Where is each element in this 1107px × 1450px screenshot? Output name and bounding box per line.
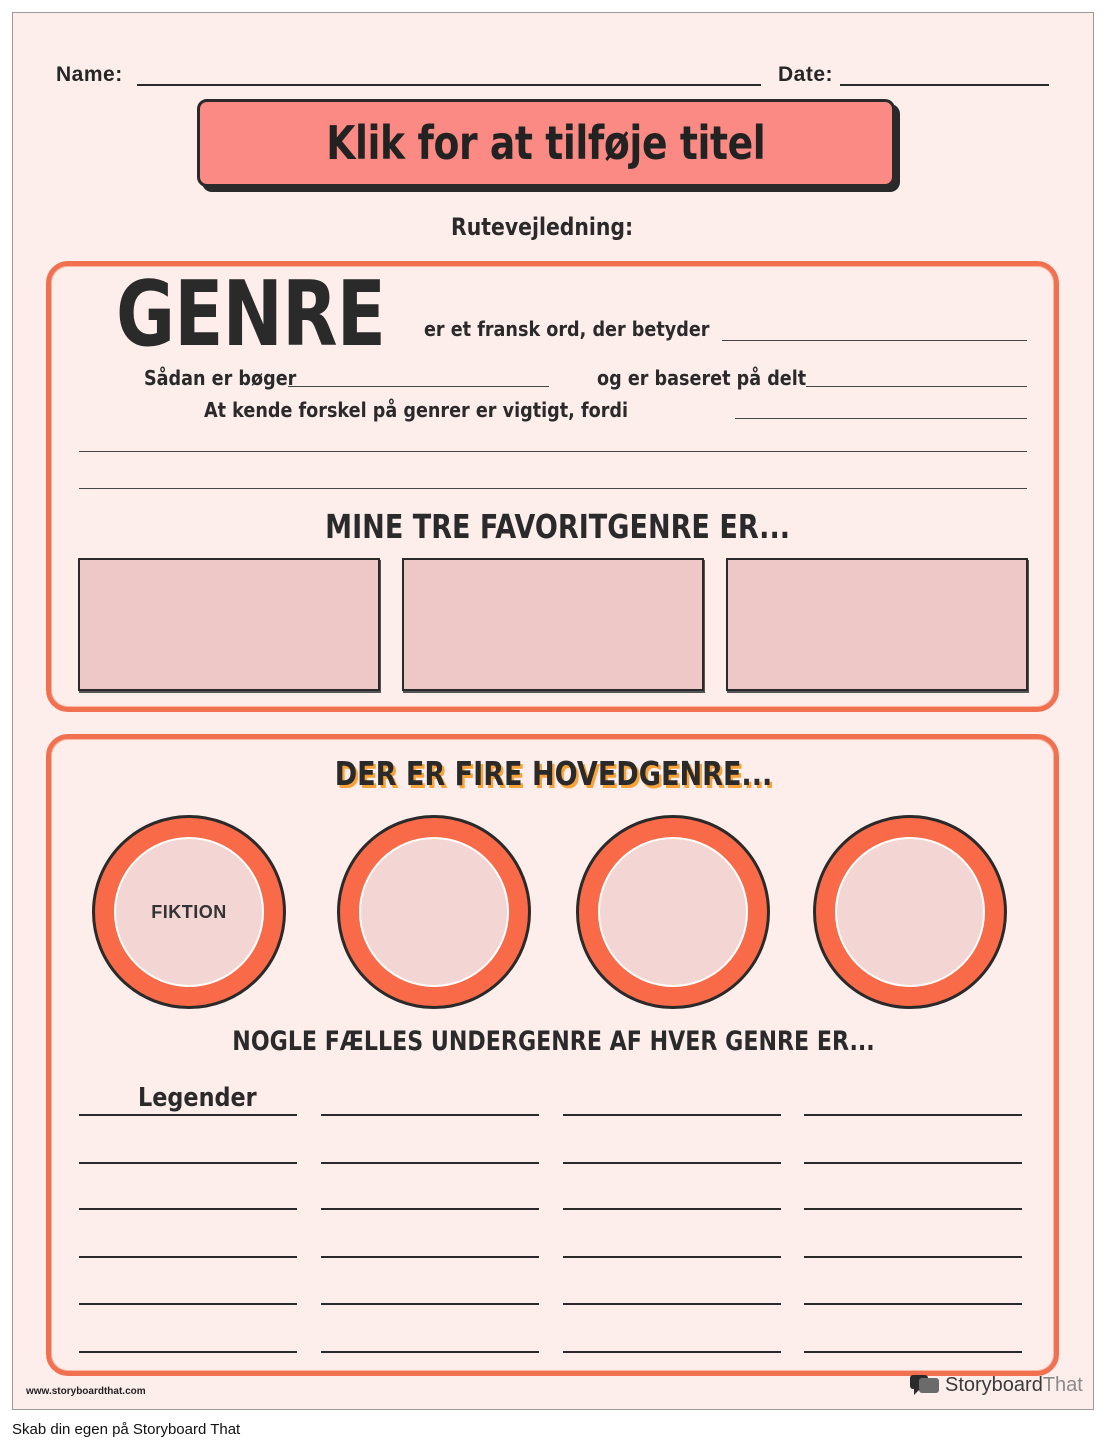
- subgenre-line[interactable]: [321, 1162, 539, 1164]
- subgenre-line[interactable]: [563, 1162, 781, 1164]
- definition-blank-3[interactable]: [735, 418, 1027, 419]
- genre-circle-2-inner[interactable]: [359, 837, 509, 987]
- subgenre-first-entry[interactable]: Legender: [138, 1083, 257, 1113]
- genre-circle-3[interactable]: [576, 815, 770, 1009]
- date-label: Date:: [778, 63, 834, 86]
- subgenre-line[interactable]: [563, 1303, 781, 1305]
- subgenre-line[interactable]: [79, 1114, 297, 1116]
- subgenre-line[interactable]: [563, 1351, 781, 1353]
- genre-circle-4[interactable]: [813, 815, 1007, 1009]
- subgenre-line[interactable]: [79, 1303, 297, 1305]
- genre-circle-4-inner[interactable]: [835, 837, 985, 987]
- subgenre-line[interactable]: [804, 1351, 1022, 1353]
- genre-circle-2[interactable]: [337, 815, 531, 1009]
- date-field[interactable]: [840, 84, 1049, 86]
- logo-text-storyboard: Storyboard: [945, 1373, 1043, 1396]
- genre-circle-3-inner[interactable]: [598, 837, 748, 987]
- favorite-genre-box-3[interactable]: [726, 558, 1028, 691]
- subgenre-line[interactable]: [804, 1162, 1022, 1164]
- name-label: Name:: [56, 63, 123, 86]
- subgenres-heading: NOGLE FÆLLES UNDERGENRE AF HVER GENRE ER...: [232, 1026, 875, 1057]
- subgenre-line[interactable]: [563, 1208, 781, 1210]
- genre-big-word: GENRE: [116, 262, 386, 367]
- genre-circle-1-label: FIKTION: [151, 901, 227, 922]
- footer-caption: Skab din egen på Storyboard That: [12, 1421, 241, 1438]
- definition-blank-2a[interactable]: [288, 386, 549, 387]
- genre-circle-1[interactable]: [92, 815, 286, 1009]
- definition-line-3: At kende forskel på genrer er vigtigt, fordi: [204, 398, 629, 422]
- subgenre-line[interactable]: [321, 1256, 539, 1258]
- definition-blank-4[interactable]: [79, 451, 1027, 452]
- name-field[interactable]: [137, 84, 761, 86]
- definition-line-2b: og er baseret på delt: [597, 366, 807, 390]
- storyboardthat-logo: [909, 1373, 1083, 1397]
- subgenre-line[interactable]: [321, 1208, 539, 1210]
- subgenre-line[interactable]: [79, 1351, 297, 1353]
- favorite-genre-box-2[interactable]: [402, 558, 704, 691]
- subgenre-line[interactable]: [804, 1114, 1022, 1116]
- definition-blank-2b[interactable]: [806, 386, 1027, 387]
- subgenre-line[interactable]: [79, 1208, 297, 1210]
- subgenre-line[interactable]: [563, 1256, 781, 1258]
- subgenre-line[interactable]: [804, 1208, 1022, 1210]
- instructions-label: Rutevejledning:: [451, 213, 634, 241]
- favorites-heading: MINE TRE FAVORITGENRE ER...: [325, 507, 791, 546]
- subgenre-line[interactable]: [804, 1303, 1022, 1305]
- definition-blank-5[interactable]: [79, 488, 1027, 489]
- subgenre-line[interactable]: [563, 1114, 781, 1116]
- subgenre-line[interactable]: [321, 1114, 539, 1116]
- main-genres-heading: DER ER FIRE HOVEDGENRE...: [334, 754, 773, 793]
- page-title[interactable]: Klik for at tilføje titel: [326, 116, 766, 170]
- title-box[interactable]: [197, 99, 895, 187]
- genre-circle-1-inner[interactable]: [114, 837, 264, 987]
- definition-blank-1[interactable]: [722, 340, 1027, 341]
- subgenre-line[interactable]: [804, 1256, 1022, 1258]
- favorite-genre-box-1[interactable]: [78, 558, 380, 691]
- subgenre-line[interactable]: [321, 1351, 539, 1353]
- definition-line-2a: Sådan er bøger: [144, 366, 297, 390]
- subgenre-line[interactable]: [79, 1162, 297, 1164]
- logo-text-that: That: [1042, 1373, 1083, 1396]
- footer-website: www.storyboardthat.com: [26, 1386, 146, 1397]
- definition-line-1: er et fransk ord, der betyder: [424, 317, 710, 341]
- speech-bubble-icon: [909, 1373, 941, 1397]
- subgenre-line[interactable]: [79, 1256, 297, 1258]
- subgenre-line[interactable]: [321, 1303, 539, 1305]
